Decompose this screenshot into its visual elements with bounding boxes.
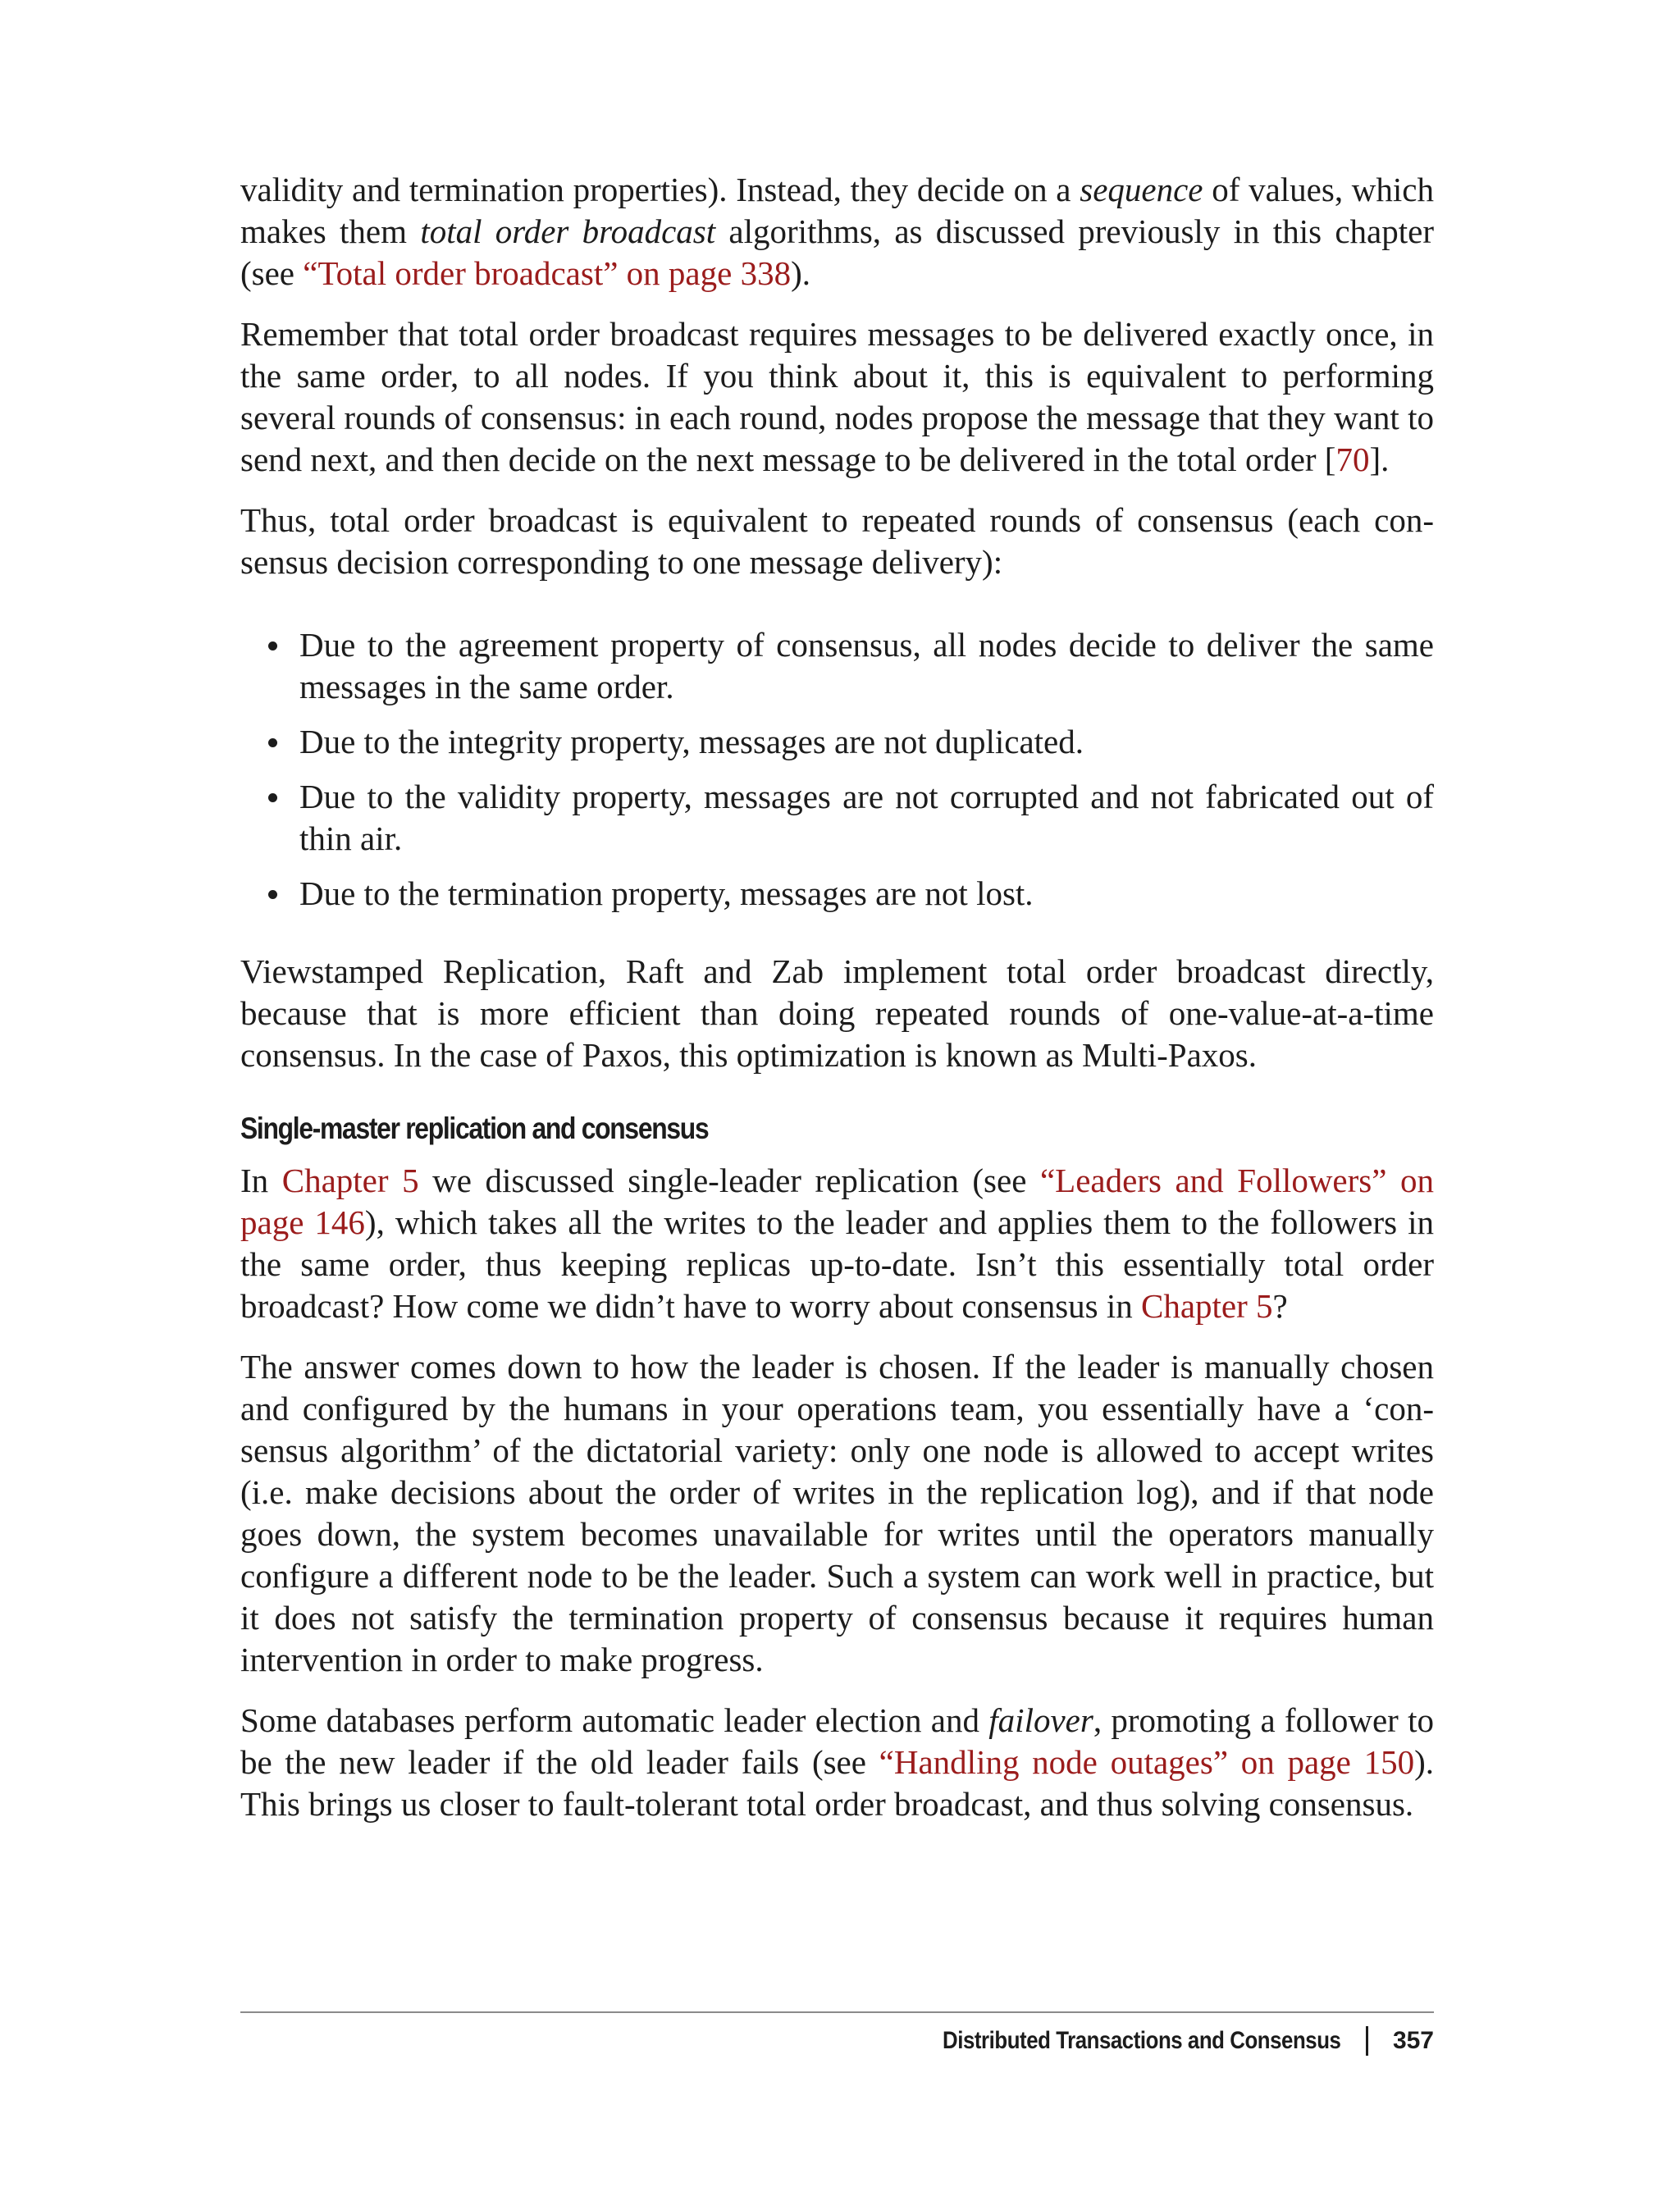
page-footer <box>878 2026 1434 2056</box>
text-run: Viewstamped Replication, Raft and Zab implement total order broadcast directly, because that is more efficient than doing repeated rounds of one-value-at-a-time consensus. In the case of Paxos, this optimization is known as Multi-Paxos. <box>240 952 1434 1074</box>
text-run: we discussed single-leader replication (see <box>418 1162 1040 1199</box>
emphasis-total-order-broadcast: total order broadcast <box>420 212 716 250</box>
text-run: The answer comes down to how the leader is chosen. If the leader is manually chosen and configured by the humans in your operations team, you essentially have a ‘consensus algorithm’ of the dictatorial variety: only one node is allowed to accept writes (i.e. make decisions about the order of writes in the replication log), and if that node goes down, the system becomes unavailable for writes until the operators manually configure a different node to be the leader. Such a system can work well in practice, but it does not satisfy the termination property of consensus because it requires human intervention in order to make progress. <box>240 1348 1434 1678</box>
bullet-item-agreement <box>240 624 1434 708</box>
text-run: ). <box>791 254 810 292</box>
bullet-text: Due to the termination property, messages are not lost. <box>299 874 1034 912</box>
bullet-icon <box>268 641 277 651</box>
text-run: Thus, total order broadcast is equivalent to repeated rounds of consensus (each consensus decision corresponding to one message delivery): <box>240 501 1434 581</box>
page-number: 357 <box>1392 2027 1434 2054</box>
text-run: ? <box>1272 1287 1288 1325</box>
link-total-order-broadcast[interactable]: “Total order broadcast” on page 338 <box>303 254 792 292</box>
text-run: Some databases perform automatic leader election and <box>240 1701 989 1739</box>
footer-separator <box>1366 2026 1368 2056</box>
text-run: ), which takes all the writes to the leader and applies them to the followers in the same order, thus keeping replicas up-to-date. Isn’t this essentially total order broadcast? How come we didn’t have to worry about consensus in <box>240 1203 1434 1325</box>
paragraph-rounds-of-consensus <box>240 313 1434 481</box>
text-run: ). This brings us closer to fault-tolerant total order broadcast, and thus solving consensus. <box>240 1743 1434 1823</box>
footer-divider <box>240 2011 1434 2013</box>
bullet-icon <box>268 738 277 747</box>
paragraph-leader-choice <box>240 1346 1434 1681</box>
text-run: ]. <box>1369 441 1390 478</box>
bullet-text: Due to the agreement property of consensus, all nodes decide to deliver the same messages in the same order. <box>299 626 1434 705</box>
link-handling-node-outages[interactable]: “Handling node outages” on page 150 <box>879 1743 1415 1781</box>
bullet-text: Due to the integrity property, messages are not duplicated. <box>299 723 1084 760</box>
link-leaders-and-followers[interactable]: “Leaders and Followers” on page 146 <box>240 1162 1434 1241</box>
paragraph-failover <box>240 1700 1434 1825</box>
paragraph-single-leader <box>240 1160 1434 1327</box>
link-chapter-5[interactable]: Chapter 5 <box>281 1162 419 1199</box>
page-body <box>240 169 1434 1844</box>
text-run: algorithms, as discussed previously in this chapter (see <box>240 212 1434 292</box>
text-run: of values, which makes them <box>240 171 1434 250</box>
property-bullet-list <box>240 624 1434 915</box>
text-run: In <box>240 1162 282 1199</box>
bullet-item-integrity <box>240 721 1434 763</box>
link-chapter-5-second[interactable]: Chapter 5 <box>1141 1287 1273 1325</box>
text-run: validity and termination properties). Instead, they decide on a <box>240 171 1080 208</box>
bullet-icon <box>268 793 277 802</box>
bullet-text: Due to the validity property, messages are not corrupted and not fabricated out of thin air. <box>299 778 1434 857</box>
paragraph-equivalence <box>240 500 1434 583</box>
emphasis-failover: failover <box>988 1701 1093 1739</box>
section-heading: Single-master replication and consensus <box>240 1112 709 1145</box>
text-run: , promoting a follower to be the new leader if the old leader fails (see <box>240 1701 1435 1781</box>
paragraph-total-order-intro <box>240 169 1434 294</box>
bullet-item-validity <box>240 776 1434 860</box>
bullet-item-termination <box>240 873 1434 915</box>
paragraph-viewstamped <box>240 951 1434 1076</box>
bullet-icon <box>268 890 277 899</box>
citation-link-70[interactable]: 70 <box>1335 441 1370 478</box>
running-footer-title: Distributed Transactions and Consensus <box>943 2027 1341 2054</box>
text-run: Remember that total order broadcast requires messages to be delivered exactly once, in the same order, to all nodes. If you think about it, this is equivalent to performing several rounds of consensus: in each round, nodes propose the message that they want to send next, and then decide on the next message to be delivered in the total order [ <box>240 315 1434 478</box>
emphasis-sequence: sequence <box>1080 171 1203 208</box>
